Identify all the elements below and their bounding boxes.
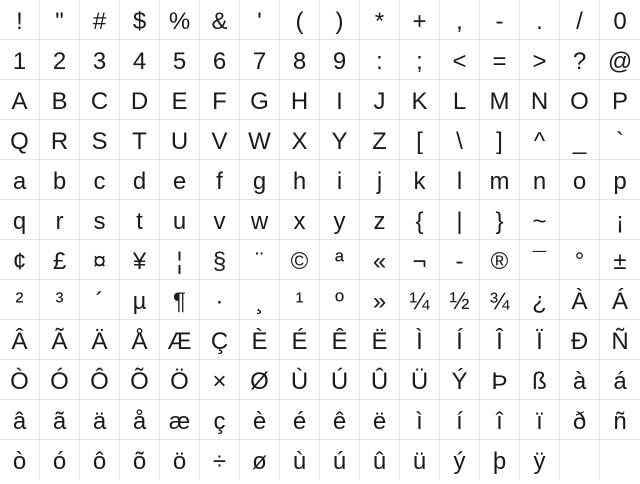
glyph-cell[interactable]: À xyxy=(560,280,600,320)
glyph-cell[interactable]: w xyxy=(240,200,280,240)
glyph-cell[interactable]: è xyxy=(240,400,280,440)
glyph-cell[interactable]: Ù xyxy=(280,360,320,400)
glyph-cell[interactable]: ^ xyxy=(520,120,560,160)
glyph-cell[interactable]: × xyxy=(200,360,240,400)
glyph-cell[interactable]: = xyxy=(480,40,520,80)
glyph-cell[interactable]: | xyxy=(440,200,480,240)
glyph-cell[interactable]: ± xyxy=(600,240,640,280)
glyph-cell[interactable]: D xyxy=(120,80,160,120)
glyph-cell[interactable]: ´ xyxy=(80,280,120,320)
glyph-cell[interactable]: z xyxy=(360,200,400,240)
glyph-cell[interactable]: x xyxy=(280,200,320,240)
glyph-cell[interactable]: ø xyxy=(240,440,280,480)
glyph-cell[interactable]: P xyxy=(600,80,640,120)
glyph-cell[interactable]: W xyxy=(240,120,280,160)
glyph-cell[interactable]: µ xyxy=(120,280,160,320)
glyph-cell[interactable]: é xyxy=(280,400,320,440)
glyph-cell[interactable]: o xyxy=(560,160,600,200)
glyph-cell[interactable]: L xyxy=(440,80,480,120)
glyph-cell[interactable]: û xyxy=(360,440,400,480)
glyph-cell[interactable]: J xyxy=(360,80,400,120)
glyph-cell[interactable]: ã xyxy=(40,400,80,440)
glyph-cell[interactable] xyxy=(560,200,600,240)
glyph-cell[interactable]: ! xyxy=(0,0,40,40)
glyph-cell[interactable]: ¼ xyxy=(400,280,440,320)
glyph-cell[interactable]: · xyxy=(200,280,240,320)
glyph-cell[interactable]: - xyxy=(480,0,520,40)
glyph-cell[interactable]: T xyxy=(120,120,160,160)
glyph-cell[interactable]: l xyxy=(440,160,480,200)
glyph-cell[interactable]: , xyxy=(440,0,480,40)
glyph-cell[interactable]: + xyxy=(400,0,440,40)
glyph-cell[interactable]: ¥ xyxy=(120,240,160,280)
glyph-cell[interactable]: ` xyxy=(600,120,640,160)
glyph-cell[interactable]: F xyxy=(200,80,240,120)
glyph-cell[interactable]: § xyxy=(200,240,240,280)
glyph-cell[interactable]: ª xyxy=(320,240,360,280)
glyph-cell[interactable]: 3 xyxy=(80,40,120,80)
glyph-cell[interactable]: Ï xyxy=(520,320,560,360)
glyph-cell[interactable]: õ xyxy=(120,440,160,480)
glyph-cell[interactable] xyxy=(560,440,600,480)
glyph-cell[interactable]: É xyxy=(280,320,320,360)
glyph-cell[interactable]: C xyxy=(80,80,120,120)
glyph-cell[interactable]: ¦ xyxy=(160,240,200,280)
glyph-cell[interactable]: ö xyxy=(160,440,200,480)
glyph-cell[interactable]: * xyxy=(360,0,400,40)
glyph-cell[interactable]: ù xyxy=(280,440,320,480)
glyph-cell[interactable]: } xyxy=(480,200,520,240)
glyph-cell[interactable]: ú xyxy=(320,440,360,480)
glyph-cell[interactable]: Á xyxy=(600,280,640,320)
glyph-cell[interactable]: © xyxy=(280,240,320,280)
glyph-cell[interactable]: g xyxy=(240,160,280,200)
glyph-cell[interactable]: a xyxy=(0,160,40,200)
glyph-cell[interactable]: " xyxy=(40,0,80,40)
glyph-cell[interactable]: Ñ xyxy=(600,320,640,360)
glyph-cell[interactable]: 1 xyxy=(0,40,40,80)
glyph-cell[interactable]: / xyxy=(560,0,600,40)
glyph-cell[interactable]: ì xyxy=(400,400,440,440)
glyph-cell[interactable]: ; xyxy=(400,40,440,80)
glyph-cell[interactable]: Ë xyxy=(360,320,400,360)
glyph-cell[interactable]: ð xyxy=(560,400,600,440)
glyph-cell[interactable]: Z xyxy=(360,120,400,160)
glyph-cell[interactable]: Ú xyxy=(320,360,360,400)
glyph-cell[interactable]: q xyxy=(0,200,40,240)
glyph-cell[interactable]: Î xyxy=(480,320,520,360)
glyph-cell[interactable]: H xyxy=(280,80,320,120)
glyph-cell[interactable]: M xyxy=(480,80,520,120)
glyph-cell[interactable]: Ý xyxy=(440,360,480,400)
glyph-cell[interactable]: æ xyxy=(160,400,200,440)
glyph-cell[interactable]: 5 xyxy=(160,40,200,80)
glyph-cell[interactable]: 7 xyxy=(240,40,280,80)
glyph-cell[interactable]: ë xyxy=(360,400,400,440)
glyph-cell[interactable]: 0 xyxy=(600,0,640,40)
glyph-cell[interactable]: ¯ xyxy=(520,240,560,280)
glyph-cell[interactable]: Û xyxy=(360,360,400,400)
glyph-cell[interactable]: 4 xyxy=(120,40,160,80)
glyph-cell[interactable]: h xyxy=(280,160,320,200)
glyph-cell[interactable]: Ó xyxy=(40,360,80,400)
glyph-cell[interactable]: < xyxy=(440,40,480,80)
glyph-cell[interactable]: ? xyxy=(560,40,600,80)
glyph-cell[interactable]: ñ xyxy=(600,400,640,440)
glyph-cell[interactable]: Í xyxy=(440,320,480,360)
glyph-cell[interactable]: ¡ xyxy=(600,200,640,240)
glyph-cell[interactable]: n xyxy=(520,160,560,200)
glyph-cell[interactable]: E xyxy=(160,80,200,120)
glyph-cell[interactable]: ( xyxy=(280,0,320,40)
glyph-cell[interactable]: b xyxy=(40,160,80,200)
glyph-cell[interactable]: K xyxy=(400,80,440,120)
glyph-cell[interactable]: [ xyxy=(400,120,440,160)
glyph-cell[interactable]: j xyxy=(360,160,400,200)
glyph-cell[interactable]: Ø xyxy=(240,360,280,400)
glyph-cell[interactable]: Ð xyxy=(560,320,600,360)
glyph-cell[interactable]: R xyxy=(40,120,80,160)
glyph-cell[interactable]: B xyxy=(40,80,80,120)
glyph-cell[interactable]: Æ xyxy=(160,320,200,360)
glyph-cell[interactable]: þ xyxy=(480,440,520,480)
glyph-cell[interactable]: _ xyxy=(560,120,600,160)
glyph-cell[interactable]: á xyxy=(600,360,640,400)
glyph-cell[interactable]: º xyxy=(320,280,360,320)
glyph-cell[interactable]: - xyxy=(440,240,480,280)
glyph-cell[interactable]: S xyxy=(80,120,120,160)
glyph-cell[interactable]: X xyxy=(280,120,320,160)
glyph-cell[interactable]: ¨ xyxy=(240,240,280,280)
glyph-cell[interactable]: m xyxy=(480,160,520,200)
glyph-cell[interactable]: y xyxy=(320,200,360,240)
glyph-cell[interactable]: N xyxy=(520,80,560,120)
glyph-cell[interactable]: f xyxy=(200,160,240,200)
glyph-cell[interactable]: ¿ xyxy=(520,280,560,320)
glyph-cell[interactable]: ó xyxy=(40,440,80,480)
glyph-cell[interactable]: ' xyxy=(240,0,280,40)
glyph-cell[interactable]: $ xyxy=(120,0,160,40)
glyph-cell[interactable]: Y xyxy=(320,120,360,160)
glyph-cell[interactable]: ³ xyxy=(40,280,80,320)
glyph-cell[interactable]: @ xyxy=(600,40,640,80)
glyph-cell[interactable]: e xyxy=(160,160,200,200)
glyph-cell[interactable]: Þ xyxy=(480,360,520,400)
glyph-cell[interactable]: G xyxy=(240,80,280,120)
glyph-cell[interactable] xyxy=(600,440,640,480)
glyph-cell[interactable]: ò xyxy=(0,440,40,480)
glyph-cell[interactable]: ~ xyxy=(520,200,560,240)
glyph-cell[interactable]: { xyxy=(400,200,440,240)
glyph-cell[interactable]: å xyxy=(120,400,160,440)
glyph-cell[interactable]: Â xyxy=(0,320,40,360)
glyph-cell[interactable]: k xyxy=(400,160,440,200)
glyph-cell[interactable]: A xyxy=(0,80,40,120)
glyph-cell[interactable]: p xyxy=(600,160,640,200)
glyph-cell[interactable]: Õ xyxy=(120,360,160,400)
glyph-cell[interactable]: Ç xyxy=(200,320,240,360)
glyph-cell[interactable]: 9 xyxy=(320,40,360,80)
glyph-cell[interactable]: c xyxy=(80,160,120,200)
glyph-cell[interactable]: È xyxy=(240,320,280,360)
glyph-cell[interactable]: ß xyxy=(520,360,560,400)
glyph-cell[interactable]: ¤ xyxy=(80,240,120,280)
glyph-cell[interactable]: ÿ xyxy=(520,440,560,480)
glyph-cell[interactable]: ¸ xyxy=(240,280,280,320)
glyph-cell[interactable]: t xyxy=(120,200,160,240)
glyph-cell[interactable]: 6 xyxy=(200,40,240,80)
glyph-cell[interactable]: Ê xyxy=(320,320,360,360)
glyph-cell[interactable]: I xyxy=(320,80,360,120)
glyph-cell[interactable]: ¬ xyxy=(400,240,440,280)
glyph-cell[interactable]: v xyxy=(200,200,240,240)
glyph-cell[interactable]: ° xyxy=(560,240,600,280)
glyph-cell[interactable]: ô xyxy=(80,440,120,480)
glyph-cell[interactable]: > xyxy=(520,40,560,80)
glyph-cell[interactable]: í xyxy=(440,400,480,440)
glyph-cell[interactable]: Å xyxy=(120,320,160,360)
glyph-cell[interactable]: î xyxy=(480,400,520,440)
glyph-cell[interactable]: Ì xyxy=(400,320,440,360)
glyph-cell[interactable]: V xyxy=(200,120,240,160)
glyph-cell[interactable]: Ò xyxy=(0,360,40,400)
glyph-cell[interactable]: ä xyxy=(80,400,120,440)
glyph-cell[interactable]: d xyxy=(120,160,160,200)
glyph-cell[interactable]: Ö xyxy=(160,360,200,400)
glyph-cell[interactable]: i xyxy=(320,160,360,200)
glyph-cell[interactable]: ü xyxy=(400,440,440,480)
glyph-cell[interactable]: Q xyxy=(0,120,40,160)
glyph-cell[interactable]: â xyxy=(0,400,40,440)
glyph-cell[interactable]: \ xyxy=(440,120,480,160)
glyph-cell[interactable]: ê xyxy=(320,400,360,440)
glyph-cell[interactable]: Ô xyxy=(80,360,120,400)
glyph-cell[interactable]: : xyxy=(360,40,400,80)
glyph-cell[interactable]: ç xyxy=(200,400,240,440)
glyph-cell[interactable]: » xyxy=(360,280,400,320)
glyph-cell[interactable]: U xyxy=(160,120,200,160)
glyph-cell[interactable]: à xyxy=(560,360,600,400)
glyph-cell[interactable]: ® xyxy=(480,240,520,280)
glyph-cell[interactable]: Ã xyxy=(40,320,80,360)
glyph-cell[interactable]: ï xyxy=(520,400,560,440)
glyph-cell[interactable]: ² xyxy=(0,280,40,320)
glyph-cell[interactable]: ] xyxy=(480,120,520,160)
glyph-cell[interactable]: u xyxy=(160,200,200,240)
glyph-cell[interactable]: ¢ xyxy=(0,240,40,280)
glyph-cell[interactable]: ) xyxy=(320,0,360,40)
glyph-cell[interactable]: 8 xyxy=(280,40,320,80)
glyph-cell[interactable]: 2 xyxy=(40,40,80,80)
glyph-cell[interactable]: ÷ xyxy=(200,440,240,480)
glyph-cell[interactable]: s xyxy=(80,200,120,240)
glyph-cell[interactable]: Ü xyxy=(400,360,440,400)
glyph-cell[interactable]: ¹ xyxy=(280,280,320,320)
glyph-cell[interactable]: # xyxy=(80,0,120,40)
glyph-cell[interactable]: Ä xyxy=(80,320,120,360)
glyph-cell[interactable]: ¾ xyxy=(480,280,520,320)
glyph-cell[interactable]: ¶ xyxy=(160,280,200,320)
glyph-cell[interactable]: & xyxy=(200,0,240,40)
glyph-cell[interactable]: £ xyxy=(40,240,80,280)
glyph-cell[interactable]: O xyxy=(560,80,600,120)
glyph-cell[interactable]: ý xyxy=(440,440,480,480)
glyph-cell[interactable]: « xyxy=(360,240,400,280)
glyph-cell[interactable]: % xyxy=(160,0,200,40)
glyph-cell[interactable]: . xyxy=(520,0,560,40)
glyph-cell[interactable]: ½ xyxy=(440,280,480,320)
glyph-cell[interactable]: r xyxy=(40,200,80,240)
